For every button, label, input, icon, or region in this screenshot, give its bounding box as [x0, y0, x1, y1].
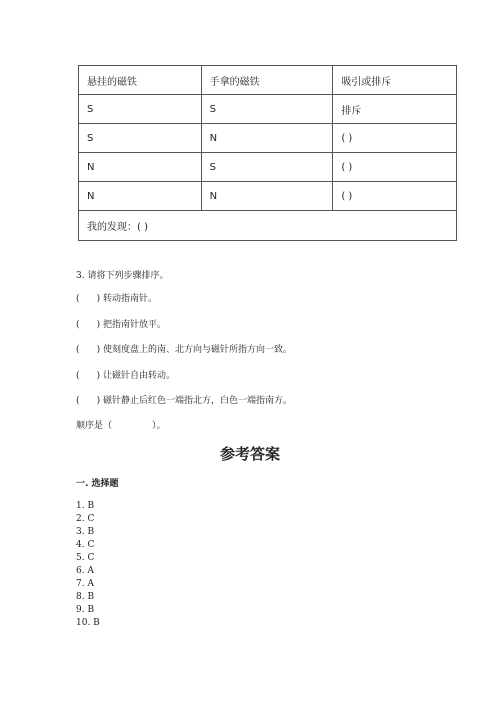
table-cell: 排斥 [333, 95, 457, 124]
step-list [76, 293, 292, 421]
section-heading: 一. 选择题 [76, 479, 119, 489]
list-item: 1. B [76, 501, 95, 511]
list-item: 7. A [76, 579, 94, 589]
list-item: ( ) 使刻度盘上的南、北方向与磁针所指方向一致。 [76, 345, 293, 355]
table-row [79, 124, 457, 153]
list-item: 10. B [76, 618, 100, 628]
list-item: 3. B [76, 527, 95, 537]
answer-blank: ( ) [333, 124, 457, 153]
table-cell: S [79, 124, 202, 153]
finding-row [79, 211, 457, 241]
list-item: 2. C [76, 514, 95, 524]
table-row [79, 95, 457, 124]
table-header-row [79, 66, 457, 95]
order-answer-line: 顺序是（ ）。 [76, 421, 166, 431]
table-cell: N [79, 182, 202, 211]
list-item: ( ) 把指南针放平。 [76, 319, 167, 330]
table-cell: S [201, 153, 333, 182]
list-item: ( ) 让磁针自由转动。 [76, 370, 176, 381]
magnet-table [78, 65, 457, 241]
answer-key-title: 参考答案 [219, 445, 280, 463]
table-cell: S [79, 95, 202, 124]
header-hanging-magnet: 悬挂的磁铁 [79, 66, 202, 95]
table-cell: N [201, 182, 333, 211]
table-cell: N [79, 153, 202, 182]
table-row [79, 182, 457, 211]
answer-blank: ( ) [333, 182, 457, 211]
table-cell: S [201, 95, 333, 124]
list-item: 9. B [76, 605, 95, 615]
answer-list [76, 500, 100, 630]
list-item: 4. C [76, 540, 95, 550]
table-cell: N [201, 124, 333, 153]
question-3-title: 3. 请将下列步骤排序。 [76, 271, 169, 281]
list-item: 5. C [76, 553, 95, 563]
table-row [79, 153, 457, 182]
header-handheld-magnet: 手拿的磁铁 [201, 66, 333, 95]
list-item: 6. A [76, 566, 94, 576]
header-attract-repel: 吸引或排斥 [333, 66, 457, 95]
list-item: 8. B [76, 592, 95, 602]
finding-cell: 我的发现：( ) [79, 211, 457, 241]
answer-blank: ( ) [333, 153, 457, 182]
list-item: ( ) 磁针静止后红色一端指北方，白色一端指南方。 [76, 396, 293, 406]
list-item: ( ) 转动指南针。 [76, 294, 158, 304]
